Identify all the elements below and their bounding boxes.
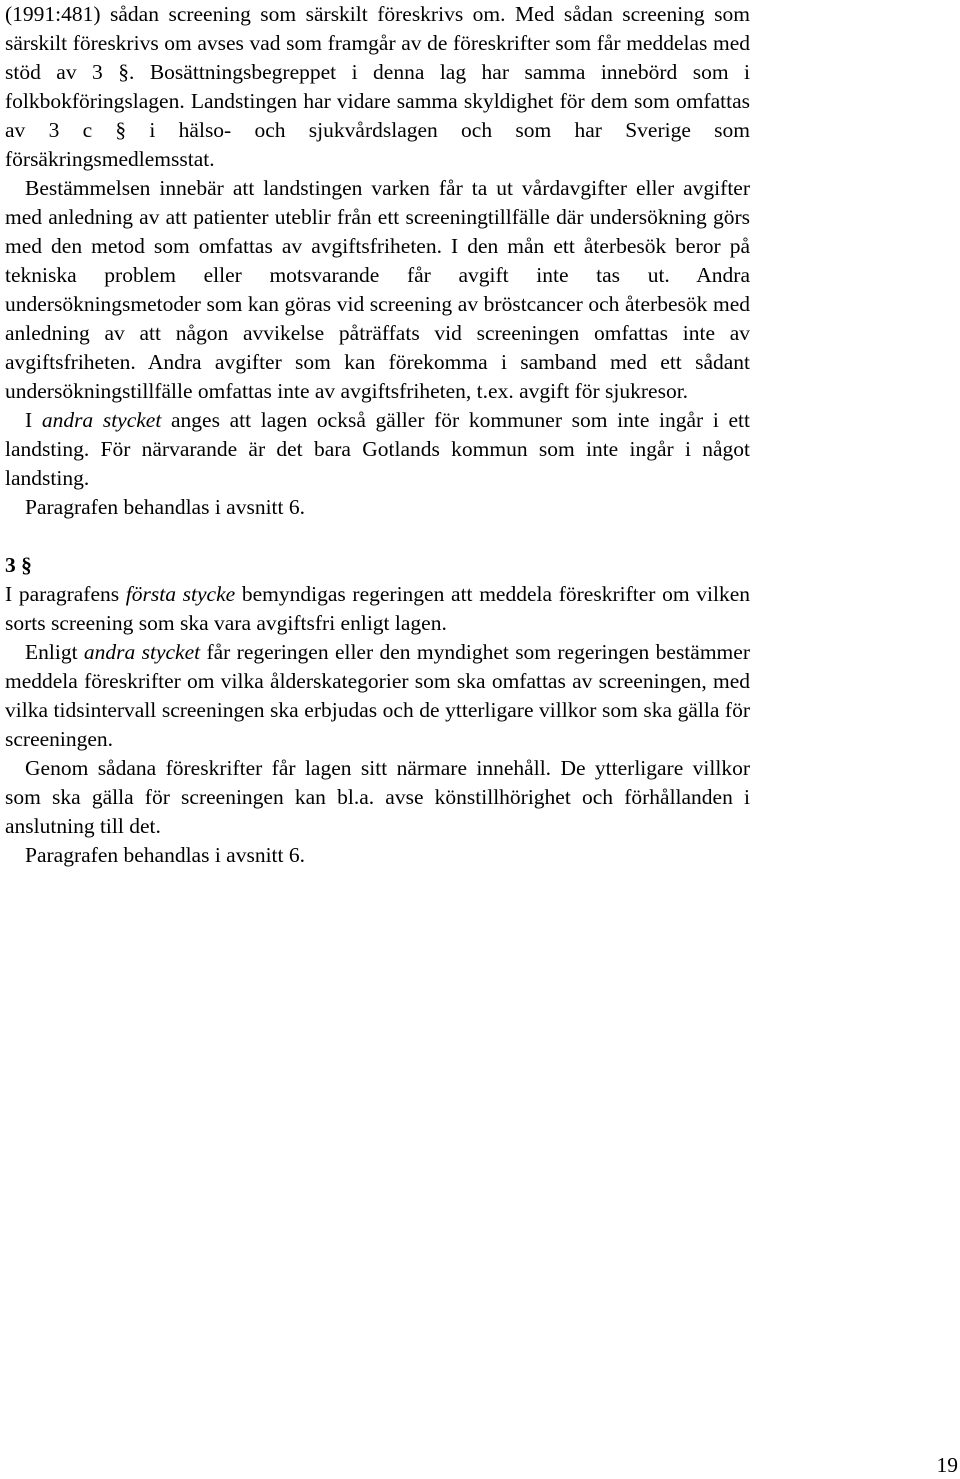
section-paragraph-1-before: I paragrafens	[5, 582, 126, 606]
section-paragraph-4: Paragrafen behandlas i avsnitt 6.	[25, 843, 306, 867]
paragraph-3-before: I	[25, 408, 42, 432]
page-number: 19	[936, 1453, 958, 1477]
section-paragraph-2-before: Enligt	[25, 640, 84, 664]
section-paragraph-1-after: bemyndigas regeringen att meddela föreskrifter om vilken sorts screening som ska vara avgiftsfri enligt lagen.	[5, 582, 750, 635]
section-paragraph-1-emphasis: första stycke	[125, 582, 236, 606]
paragraph-3-after: anges att lagen också gäller för kommuner som inte ingår i ett landsting. För närvarande är det bara Gotlands kommun som inte ingår i något landsting.	[5, 408, 750, 490]
document-body	[5, 0, 750, 870]
section-paragraph-2-after: får regeringen eller den myndighet som regeringen bestämmer meddela föreskrifter om vilka ålderskategorier som ska omfattas av screeningen, med vilka tidsintervall screeningen ska erbjudas och de ytterligare villkor som ska gälla för screeningen.	[5, 640, 750, 751]
paragraph-2: Bestämmelsen innebär att landstingen varken får ta ut vårdavgifter eller avgifter med anledning av att patienter uteblir från ett screeningtillfälle där undersökning görs med den metod som omfattas av avgiftsfriheten. I den mån ett återbesök beror på tekniska problem eller motsvarande får avgift inte tas ut. Andra undersökningsmetoder som kan göras vid screening av bröstcancer och återbesök med anledning av att någon avvikelse påträffats vid screeningen omfattas inte av avgiftsfriheten. Andra avgifter som kan förekomma i samband med ett sådant undersökningstillfälle omfattas inte av avgiftsfriheten, t.ex. avgift för sjukresor.	[5, 176, 750, 403]
section-paragraph-2-emphasis: andra stycket	[83, 640, 201, 664]
paragraph-1: (1991:481) sådan screening som särskilt föreskrivs om. Med sådan screening som särskilt föreskrivs om avses vad som framgår av de föreskrifter som får meddelas med stöd av 3 §. Bosättningsbegreppet i denna lag har samma innebörd som i folkbokföringslagen. Landstingen har vidare samma skyldighet för dem som omfattas av 3 c § i hälso- och sjukvårdslagen och som har Sverige som försäkringsmedlemsstat.	[5, 2, 750, 171]
paragraph-3	[5, 406, 750, 493]
section-heading: 3 §	[5, 553, 32, 577]
section-paragraph-2	[5, 638, 750, 754]
section-paragraph-1	[5, 580, 750, 638]
paragraph-4: Paragrafen behandlas i avsnitt 6.	[25, 495, 306, 519]
paragraph-3-emphasis: andra stycket	[41, 408, 162, 432]
section-paragraph-3: Genom sådana föreskrifter får lagen sitt närmare innehåll. De ytterligare villkor som ska gälla för screeningen kan bl.a. avse könstillhörighet och förhållanden i anslutning till det.	[5, 756, 750, 838]
